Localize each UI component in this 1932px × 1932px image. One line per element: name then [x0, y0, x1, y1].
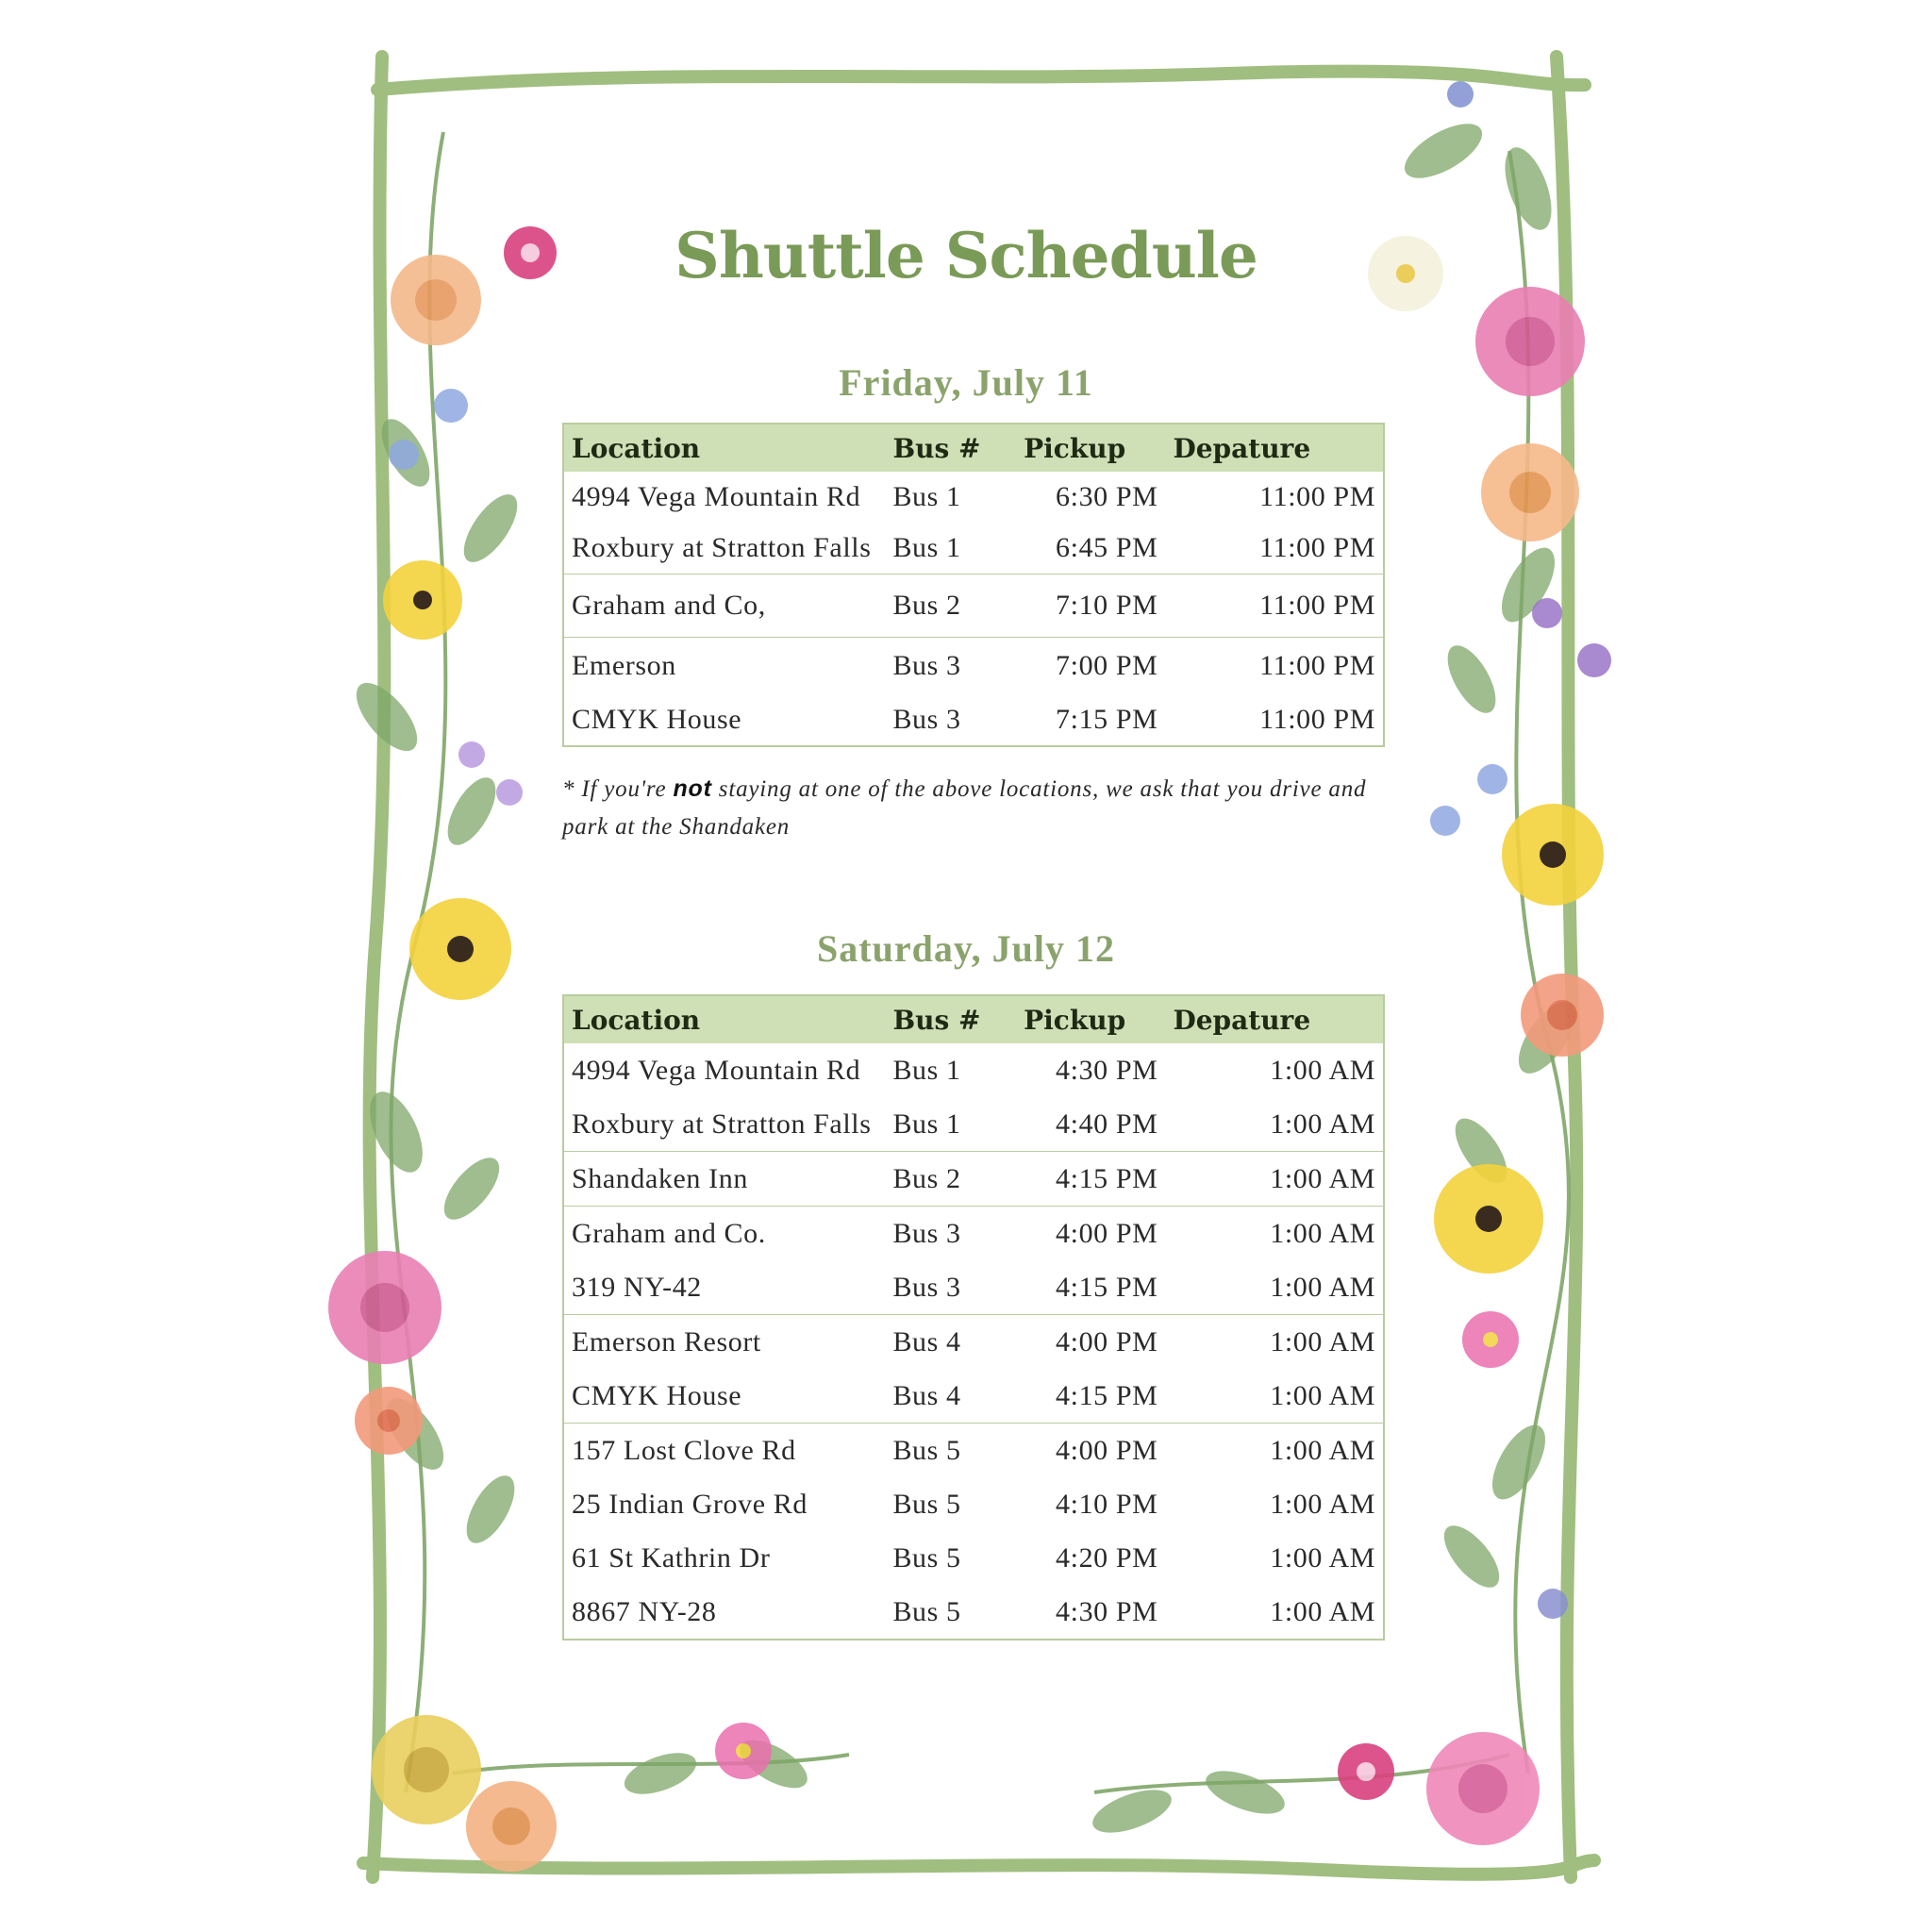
- pickup-cell: 6:45 PM: [1056, 532, 1158, 563]
- location-cell: Emerson Resort: [563, 1315, 885, 1370]
- table-row: [563, 1531, 1384, 1585]
- pickup-cell: 4:00 PM: [1016, 1424, 1165, 1478]
- location-cell: CMYK House: [572, 704, 742, 735]
- pickup-cell: 4:00 PM: [1016, 1207, 1165, 1261]
- pickup-cell: 4:30 PM: [1056, 1054, 1158, 1086]
- location-cell: 319 NY-42: [572, 1271, 702, 1303]
- departure-cell: 1:00 AM: [1270, 1379, 1375, 1411]
- note-prefix: * If you're: [562, 776, 674, 802]
- departure-cell: 1:00 AM: [1165, 1424, 1384, 1478]
- departure-cell: 1:00 AM: [1270, 1054, 1375, 1086]
- location-cell: 25 Indian Grove Rd: [572, 1488, 808, 1520]
- bus-cell: Bus 3: [892, 704, 961, 735]
- column-header-location: Location: [563, 424, 885, 472]
- column-header-pickup: Pickup: [1016, 424, 1165, 472]
- bus-cell: Bus 4: [892, 1379, 961, 1411]
- bus-cell: Bus 1: [892, 481, 961, 512]
- location-cell: Roxbury at Stratton Falls: [572, 1108, 872, 1140]
- table-row: [563, 1152, 1384, 1207]
- table-row: [563, 694, 1384, 746]
- location-cell: 61 St Kathrin Dr: [572, 1541, 771, 1574]
- departure-cell: 1:00 AM: [1270, 1108, 1375, 1140]
- table-row: [563, 1043, 1384, 1097]
- departure-cell: 11:00 PM: [1165, 638, 1384, 695]
- pickup-cell: 7:15 PM: [1056, 704, 1158, 735]
- bus-cell: Bus 3: [892, 1271, 961, 1303]
- table-row: [563, 1424, 1384, 1478]
- departure-cell: 11:00 PM: [1165, 575, 1384, 638]
- pickup-cell: 4:15 PM: [1056, 1271, 1158, 1303]
- departure-cell: 1:00 AM: [1270, 1488, 1375, 1520]
- note-emphasis: not: [673, 775, 712, 802]
- parking-note: [562, 770, 1389, 846]
- location-cell: Roxbury at Stratton Falls: [572, 532, 872, 563]
- bus-cell: Bus 1: [892, 1054, 961, 1086]
- column-header-departure: Depature: [1165, 995, 1384, 1043]
- table-row: [563, 523, 1384, 575]
- departure-cell: 11:00 PM: [1259, 704, 1375, 735]
- table-header-row: [563, 424, 1384, 472]
- table-row: [563, 1315, 1384, 1370]
- location-cell: 8867 NY-28: [572, 1595, 717, 1627]
- saturday-schedule-table: [562, 994, 1385, 1641]
- bus-cell: Bus 5: [892, 1595, 961, 1627]
- bus-cell: Bus 5: [885, 1424, 1016, 1478]
- pickup-cell: 4:40 PM: [1056, 1108, 1158, 1140]
- bus-cell: Bus 1: [892, 532, 961, 563]
- pickup-cell: 7:10 PM: [1016, 575, 1165, 638]
- bus-cell: Bus 5: [892, 1541, 961, 1574]
- departure-cell: 1:00 AM: [1165, 1207, 1384, 1261]
- table-header-row: [563, 995, 1384, 1043]
- departure-cell: 1:00 AM: [1270, 1595, 1375, 1627]
- table-row: [563, 638, 1384, 695]
- pickup-cell: 6:30 PM: [1056, 481, 1158, 512]
- pickup-cell: 4:30 PM: [1056, 1595, 1158, 1627]
- bus-cell: Bus 1: [892, 1108, 961, 1140]
- table-row: [563, 1097, 1384, 1152]
- table-row: [563, 1207, 1384, 1261]
- friday-schedule-table: [562, 423, 1385, 747]
- departure-cell: 1:00 AM: [1270, 1541, 1375, 1574]
- table-row: [563, 575, 1384, 638]
- column-header-departure: Depature: [1165, 424, 1384, 472]
- note-suffix: staying at one of the above locations, we ask that you drive and park at the Shandaken: [562, 776, 1367, 840]
- location-cell: Graham and Co.: [563, 1207, 885, 1261]
- table-row: [563, 1369, 1384, 1424]
- departure-cell: 11:00 PM: [1259, 532, 1375, 563]
- friday-heading: Friday, July 11: [839, 361, 1093, 404]
- location-cell: Graham and Co,: [563, 575, 885, 638]
- column-header-bus: Bus #: [885, 424, 1016, 472]
- location-cell: 4994 Vega Mountain Rd: [572, 1054, 861, 1086]
- pickup-cell: 7:00 PM: [1016, 638, 1165, 695]
- pickup-cell: 4:15 PM: [1016, 1152, 1165, 1207]
- table-row: [563, 1477, 1384, 1531]
- page-title: Shuttle Schedule: [675, 219, 1257, 292]
- location-cell: 4994 Vega Mountain Rd: [572, 481, 861, 512]
- location-cell: 157 Lost Clove Rd: [563, 1424, 885, 1478]
- column-header-bus: Bus #: [885, 995, 1016, 1043]
- pickup-cell: 4:20 PM: [1056, 1541, 1158, 1574]
- location-cell: Shandaken Inn: [563, 1152, 885, 1207]
- table-row: [563, 1585, 1384, 1640]
- departure-cell: 1:00 AM: [1165, 1152, 1384, 1207]
- departure-cell: 1:00 AM: [1270, 1271, 1375, 1303]
- table-row: [563, 472, 1384, 523]
- departure-cell: 11:00 PM: [1259, 481, 1375, 512]
- location-cell: Emerson: [563, 638, 885, 695]
- column-header-pickup: Pickup: [1016, 995, 1165, 1043]
- pickup-cell: 4:00 PM: [1016, 1315, 1165, 1370]
- bus-cell: Bus 4: [885, 1315, 1016, 1370]
- saturday-heading: Saturday, July 12: [817, 927, 1115, 970]
- table-row: [563, 1260, 1384, 1315]
- departure-cell: 1:00 AM: [1165, 1315, 1384, 1370]
- bus-cell: Bus 2: [885, 575, 1016, 638]
- bus-cell: Bus 3: [885, 1207, 1016, 1261]
- bus-cell: Bus 5: [892, 1488, 961, 1520]
- location-cell: CMYK House: [572, 1379, 742, 1411]
- pickup-cell: 4:10 PM: [1056, 1488, 1158, 1520]
- bus-cell: Bus 2: [885, 1152, 1016, 1207]
- column-header-location: Location: [563, 995, 885, 1043]
- pickup-cell: 4:15 PM: [1056, 1379, 1158, 1411]
- bus-cell: Bus 3: [885, 638, 1016, 695]
